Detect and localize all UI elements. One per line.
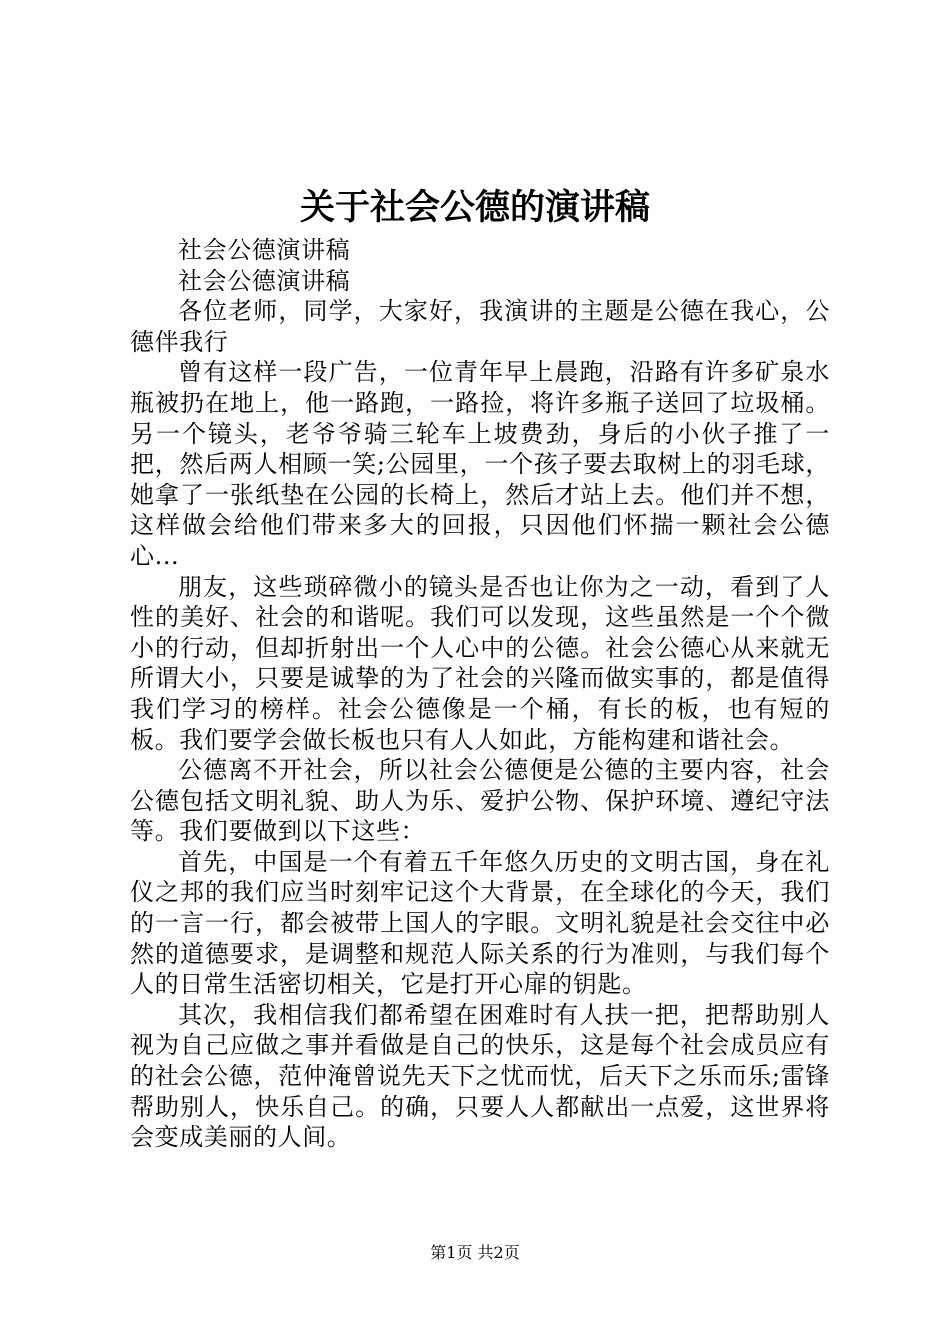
paragraph: 公德离不开社会，所以社会公德便是公德的主要内容，社会公德包括文明礼貌、助人为乐、爱护公物、保护环境、遵纪守法等。我们要做到以下这些： <box>130 756 830 846</box>
paragraph: 社会公德演讲稿 <box>178 266 351 295</box>
page-title: 关于社会公德的演讲稿 <box>299 187 650 228</box>
page-footer: 第1页 共2页 <box>430 1243 520 1262</box>
paragraph: 社会公德演讲稿 <box>178 236 351 264</box>
paragraph: 其次，我相信我们都希望在困难时有人扶一把，把帮助别人视为自己应做之事并看做是自己的快乐，这是每个社会成员应有的社会公德，范仲淹曾说先天下之忧而忧，后天下之乐而乐;雷锋帮助别人，快乐自己。的确，只要人人都献出一点爱，这世界将会变成美丽的人间。 <box>130 1000 830 1152</box>
paragraph: 首先，中国是一个有着五千年悠久历史的文明古国，身在礼仪之邦的我们应当时刻牢记这个大背景，在全球化的今天，我们的一言一行，都会被带上国人的字眼。文明礼貌是社会交往中必然的道德要求，是调整和规范人际关系的行为准则，与我们每个人的日常生活密切相关，它是打开心扉的钥匙。 <box>130 847 830 999</box>
paragraph: 各位老师，同学，大家好，我演讲的主题是公德在我心，公德伴我行 <box>130 297 830 356</box>
paragraph: 朋友，这些琐碎微小的镜头是否也让你为之一动，看到了人性的美好、社会的和谐呢。我们可以发现，这些虽然是一个个微小的行动，但却折射出一个人心中的公德。社会公德心从来就无所谓大小，只要是诚挚的为了社会的兴隆而做实事的，都是值得我们学习的榜样。社会公德像是一个桶，有长的板，也有短的板。我们要学会做长板也只有人人如此，方能构建和谐社会。 <box>130 572 830 754</box>
paragraph: 曾有这样一段广告，一位青年早上晨跑，沿路有许多矿泉水瓶被扔在地上，他一路跑，一路捡，将许多瓶子送回了垃圾桶。另一个镜头，老爷爷骑三轮车上坡费劲，身后的小伙子推了一把，然后两人相顾一笑;公园里，一个孩子要去取树上的羽毛球，她拿了一张纸垫在公园的长椅上，然后才站上去。他们并不想，这样做会给他们带来多大的回报，只因他们怀揣一颗社会公德心... <box>130 358 830 570</box>
document-body <box>130 235 830 1153</box>
